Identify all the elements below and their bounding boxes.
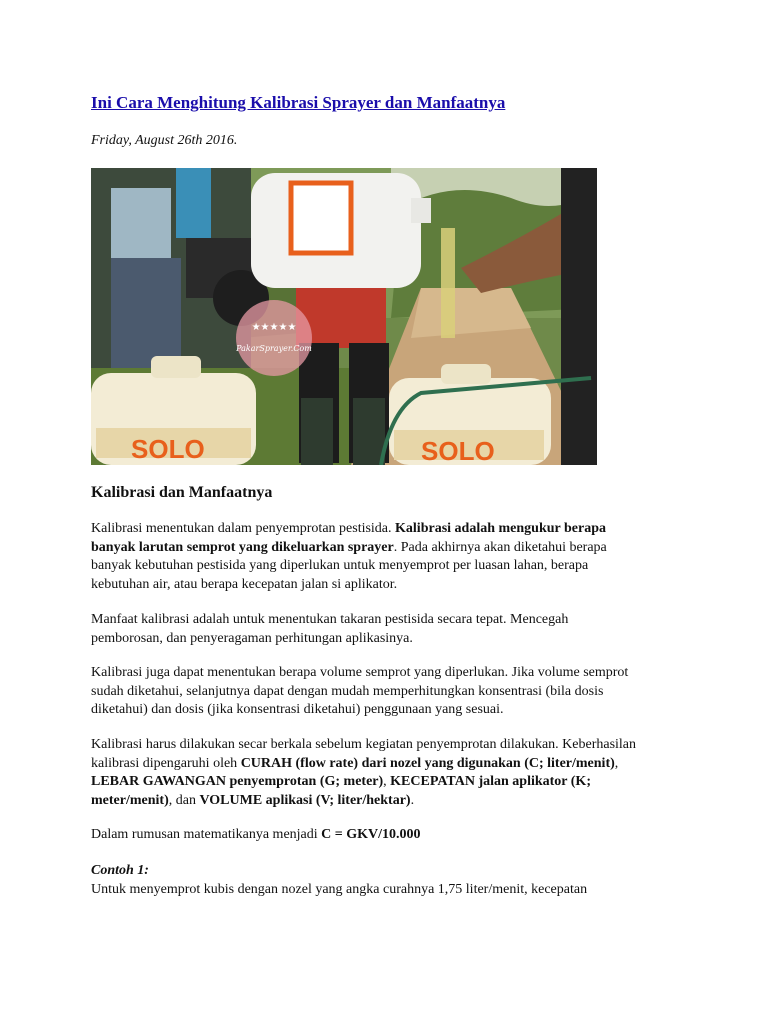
tank-brand-left: SOLO bbox=[131, 434, 205, 464]
formula: C = GKV/10.000 bbox=[321, 827, 421, 842]
paragraph-3 bbox=[91, 664, 691, 720]
bold-text: VOLUME aplikasi (V; liter/hektar) bbox=[199, 792, 411, 808]
text-line: sudah diketahui, selanjutnya dapat dengan mudah memperhitungkan konsentrasi (bila dosis bbox=[91, 683, 604, 699]
paragraph-2 bbox=[91, 611, 691, 648]
example-1 bbox=[91, 862, 691, 899]
tank-brand-right: SOLO bbox=[421, 436, 495, 465]
section-heading: Kalibrasi dan Manfaatnya bbox=[91, 484, 273, 501]
article-title-link[interactable]: Ini Cara Menghitung Kalibrasi Sprayer dan Manfaatnya bbox=[91, 93, 506, 112]
article-photo bbox=[91, 168, 597, 465]
watermark-stars: ★★★★★ bbox=[251, 322, 297, 333]
text: , bbox=[614, 755, 619, 771]
text: Kalibrasi menentukan dalam penyemprotan pestisida. bbox=[91, 521, 396, 536]
text-line: banyak kebutuhan pestisida yang diperlukan untuk menyemprot per luasan lahan, berapa bbox=[91, 558, 589, 573]
article-date: Friday, August 26th 2016. bbox=[91, 133, 238, 148]
text-line: diketahui) dan dosis (jika konsentrasi diketahui) penggunaan yang sesuai. bbox=[91, 702, 504, 717]
text-line: Kalibrasi harus dilakukan secar berkala sebelum kegiatan penyemprotan dilakukan. Keberhasilan bbox=[91, 737, 637, 752]
bold-text: Kalibrasi adalah mengukur berapa bbox=[395, 521, 606, 536]
text-line: Kalibrasi juga dapat menentukan berapa volume semprot yang diperlukan. Jika volume semprot bbox=[91, 665, 629, 680]
bold-text: LEBAR GAWANGAN penyemprotan (G; meter) bbox=[91, 774, 384, 789]
text: . bbox=[410, 792, 415, 808]
example-text: Untuk menyemprot kubis dengan nozel yang angka curahnya 1,75 liter/menit, kecepatan bbox=[91, 881, 588, 897]
bold-text: banyak larutan semprot yang dikeluarkan sprayer bbox=[91, 539, 394, 555]
example-label: Contoh 1: bbox=[91, 863, 149, 878]
text-line: pemborosan, dan penyeragaman perhitungan aplikasinya. bbox=[91, 630, 413, 646]
paragraph-1 bbox=[91, 520, 691, 594]
bold-text: KECEPATAN jalan aplikator (K; bbox=[390, 774, 591, 789]
text: kalibrasi dipengaruhi oleh bbox=[91, 755, 241, 771]
paragraph-4 bbox=[91, 736, 691, 810]
text: . Pada akhirnya akan diketahui berapa bbox=[393, 539, 607, 555]
bold-text: meter/menit) bbox=[91, 792, 169, 808]
watermark-text: PakarSprayer.Com bbox=[236, 344, 312, 353]
bold-text: CURAH (flow rate) dari nozel yang digunakan (C; liter/menit) bbox=[240, 755, 615, 771]
text: , bbox=[383, 774, 391, 789]
paragraph-5 bbox=[91, 826, 691, 845]
text-line: kebutuhan air, atau berapa kecepatan jalan si aplikator. bbox=[91, 576, 398, 592]
text-line: Manfaat kalibrasi adalah untuk menentukan takaran pestisida secara tepat. Mencegah bbox=[91, 612, 569, 627]
text: Dalam rumusan matematikanya menjadi bbox=[91, 827, 322, 842]
text: , dan bbox=[168, 792, 200, 808]
